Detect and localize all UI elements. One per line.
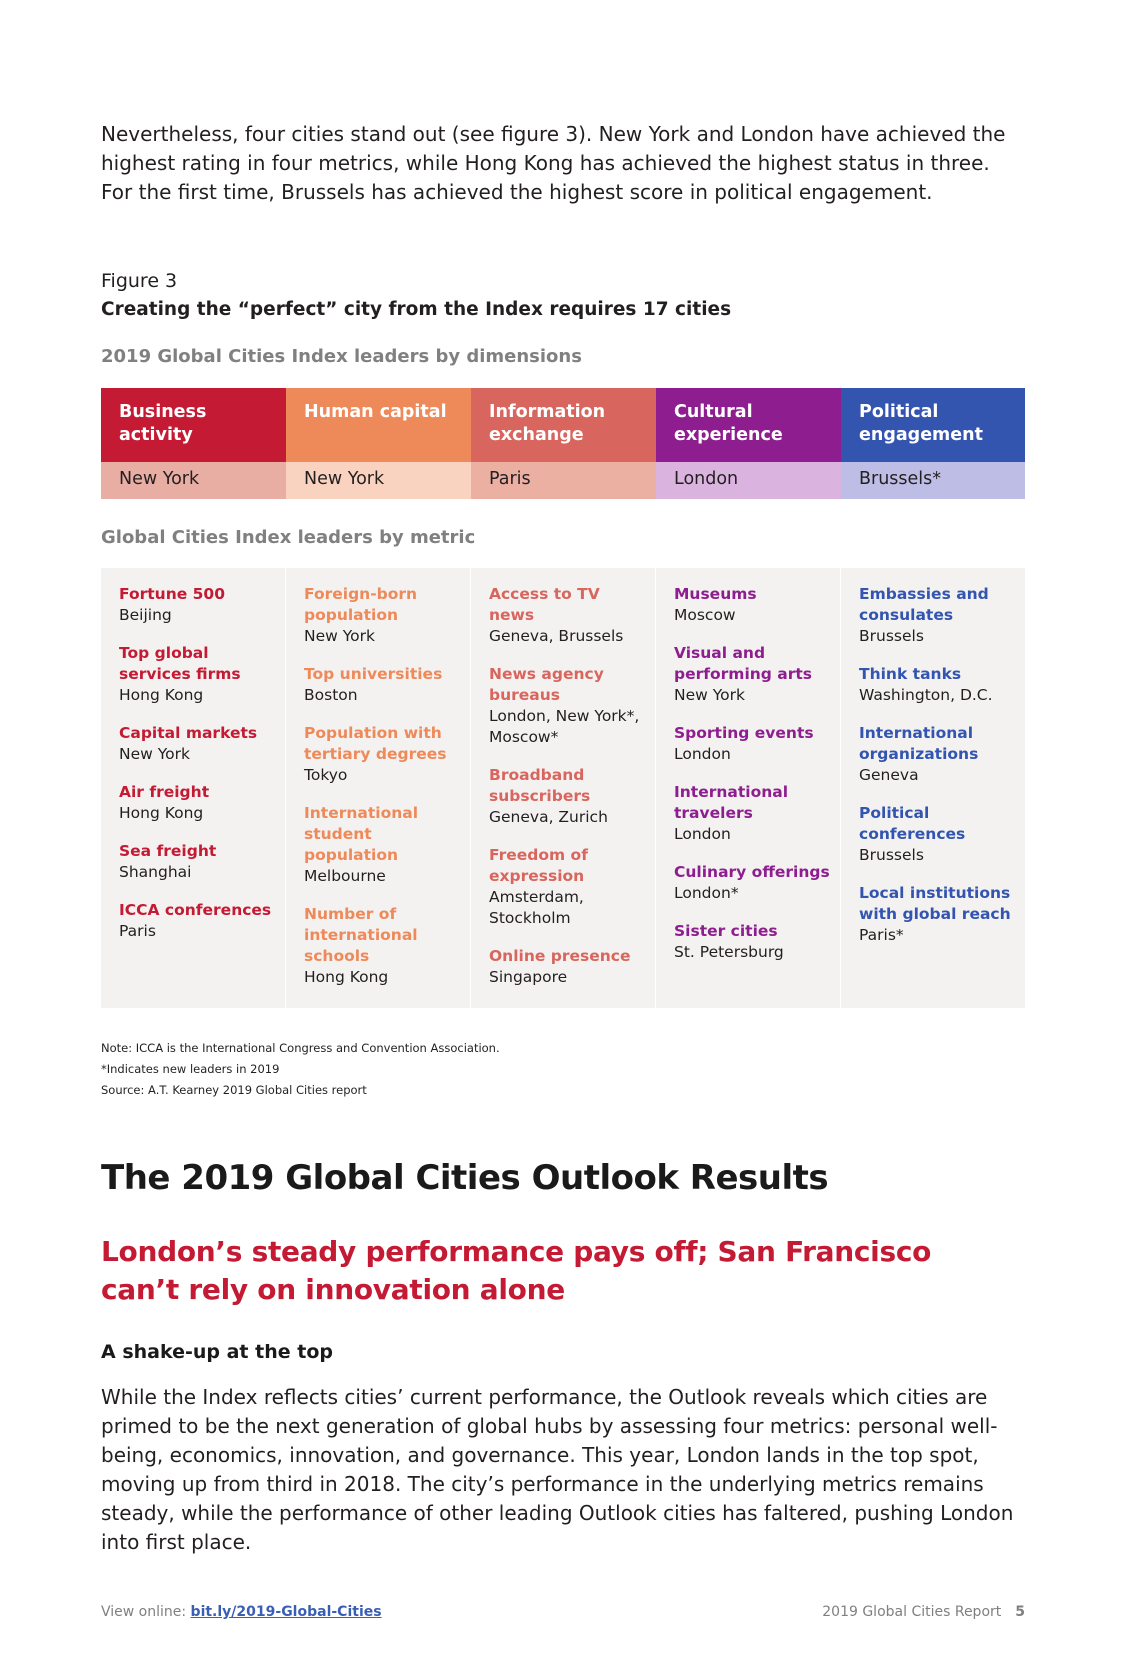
metrics-heading: Global Cities Index leaders by metric — [101, 527, 476, 548]
metric-leader-city: London — [674, 825, 731, 843]
metric-name: Online presence — [489, 947, 631, 965]
metric-leader-city: Amsterdam, Stockholm — [489, 888, 584, 927]
report-link[interactable]: bit.ly/2019-Global-Cities — [190, 1604, 382, 1620]
metric-leader-city: Melbourne — [304, 867, 386, 885]
note-line: Source: A.T. Kearney 2019 Global Cities report — [101, 1083, 367, 1097]
metric-item — [489, 946, 645, 988]
dimension-name: Business activity — [101, 388, 286, 462]
metric-name: Visual and performing arts — [674, 644, 813, 683]
metric-leader-city: Brussels — [859, 846, 924, 864]
metric-leader-city: Geneva — [859, 766, 919, 784]
metric-item — [674, 782, 830, 845]
dimension-column — [286, 388, 471, 499]
dimension-column — [841, 388, 1025, 499]
metric-name: Culinary offerings — [674, 863, 830, 881]
metric-column — [471, 568, 656, 1008]
metric-name: International travelers — [674, 783, 789, 822]
metric-item — [859, 664, 1015, 706]
metric-leader-city: Washington, D.C. — [859, 686, 993, 704]
metric-item — [674, 723, 830, 765]
metric-name: Sister cities — [674, 922, 778, 940]
metric-leader-city: Tokyo — [304, 766, 348, 784]
metric-leader-city: New York — [674, 686, 745, 704]
metric-item — [119, 643, 275, 706]
dimension-leader: New York — [286, 462, 471, 499]
metric-item — [674, 921, 830, 963]
metric-item — [859, 584, 1015, 647]
metric-item — [304, 723, 460, 786]
metric-column — [101, 568, 286, 1008]
metric-leader-city: Geneva, Zurich — [489, 808, 608, 826]
intro-paragraph: Nevertheless, four cities stand out (see figure 3). New York and London have achieved the highest rating in four metrics, while Hong Kong has achieved the highest status in three. For the first time, Brussels has achieved the highest score in political engagement. — [101, 122, 1006, 204]
metric-item — [489, 584, 645, 647]
metric-leader-city: New York — [304, 627, 375, 645]
metric-name: Air freight — [119, 783, 210, 801]
footer-report — [822, 1604, 1025, 1620]
dimension-leader: Paris — [471, 462, 656, 499]
metric-column — [841, 568, 1025, 1008]
metric-name: Foreign-born population — [304, 585, 418, 624]
metric-name: Number of international schools — [304, 905, 418, 965]
metric-name: Think tanks — [859, 665, 962, 683]
metric-item — [859, 883, 1015, 946]
metric-item — [489, 765, 645, 828]
metric-item — [119, 900, 275, 942]
metric-item — [674, 862, 830, 904]
metric-name: Local institutions with global reach — [859, 884, 1011, 923]
metric-item — [489, 664, 645, 748]
dimensions-table — [101, 388, 1025, 499]
metric-name: Sea freight — [119, 842, 217, 860]
metric-item — [304, 664, 460, 706]
metric-leader-city: Boston — [304, 686, 358, 704]
metric-name: Political conferences — [859, 804, 966, 843]
figure-title: Creating the “perfect” city from the Index requires 17 cities — [101, 299, 732, 320]
metric-leader-city: Geneva, Brussels — [489, 627, 624, 645]
metric-leader-city: Paris* — [859, 926, 904, 944]
metric-name: Freedom of expression — [489, 846, 588, 885]
metric-name: Top universities — [304, 665, 443, 683]
dimension-column — [101, 388, 286, 499]
dimension-name: Information exchange — [471, 388, 656, 462]
metric-item — [304, 904, 460, 988]
metric-name: Top global services firms — [119, 644, 241, 683]
dimension-leader: Brussels* — [841, 462, 1025, 499]
section-title: The 2019 Global Cities Outlook Results — [101, 1158, 829, 1198]
dimension-leader: New York — [101, 462, 286, 499]
metric-leader-city: Beijing — [119, 606, 172, 624]
metric-leader-city: Paris — [119, 922, 156, 940]
metric-name: Embassies and consulates — [859, 585, 989, 624]
metric-item — [859, 723, 1015, 786]
section-subtitle: London’s steady performance pays off; San Francisco can’t rely on innovation alone — [101, 1235, 932, 1306]
metric-leader-city: Hong Kong — [304, 968, 389, 986]
metric-item — [119, 782, 275, 824]
metric-name: Broadband subscribers — [489, 766, 591, 805]
metric-name: Access to TV news — [489, 585, 600, 624]
metric-item — [674, 643, 830, 706]
metric-name: News agency bureaus — [489, 665, 604, 704]
dimension-name: Human capital — [286, 388, 471, 462]
figure-notes — [101, 1038, 500, 1101]
page-number: 5 — [1015, 1604, 1025, 1620]
metric-item — [489, 845, 645, 929]
metric-leader-city: London* — [674, 884, 739, 902]
metric-column — [656, 568, 841, 1008]
dimension-leader: London — [656, 462, 841, 499]
metrics-table — [101, 568, 1025, 1008]
metric-leader-city: Moscow — [674, 606, 736, 624]
metric-leader-city: Hong Kong — [119, 686, 204, 704]
metric-name: Population with tertiary degrees — [304, 724, 447, 763]
metric-item — [119, 723, 275, 765]
figure-label: Figure 3 — [101, 270, 178, 292]
metric-leader-city: Shanghai — [119, 863, 192, 881]
metric-item — [674, 584, 830, 626]
note-line: Note: ICCA is the International Congress and Convention Association. — [101, 1041, 500, 1055]
metric-item — [119, 841, 275, 883]
metric-leader-city: London — [674, 745, 731, 763]
metric-name: Sporting events — [674, 724, 814, 742]
metric-name: International student population — [304, 804, 419, 864]
dimension-column — [471, 388, 656, 499]
view-online-label: View online: — [101, 1604, 187, 1620]
dimension-name: Political engagement — [841, 388, 1025, 462]
note-line: *Indicates new leaders in 2019 — [101, 1062, 280, 1076]
metric-item — [304, 803, 460, 887]
metric-item — [119, 584, 275, 626]
metric-leader-city: St. Petersburg — [674, 943, 784, 961]
metric-leader-city: New York — [119, 745, 190, 763]
section-body: While the Index reflects cities’ current performance, the Outlook reveals which cities are primed to be the next generation of global hubs by assessing four metrics: personal well-being, economics, innovation, and governance. This year, London lands in the top spot, moving up from third in 2018. The city’s performance in the underlying metrics remains steady, while the performance of other leading Outlook cities has faltered, pushing London into first place. — [101, 1385, 1014, 1554]
metric-item — [304, 584, 460, 647]
metric-name: Museums — [674, 585, 757, 603]
dimension-name: Cultural experience — [656, 388, 841, 462]
metric-column — [286, 568, 471, 1008]
section-subheading: A shake-up at the top — [101, 1341, 333, 1363]
metric-item — [859, 803, 1015, 866]
metric-leader-city: Hong Kong — [119, 804, 204, 822]
report-name: 2019 Global Cities Report — [822, 1604, 1002, 1620]
footer-view-online — [101, 1604, 382, 1620]
metric-name: International organizations — [859, 724, 979, 763]
metric-leader-city: Singapore — [489, 968, 568, 986]
dimension-column — [656, 388, 841, 499]
metric-name: Fortune 500 — [119, 585, 225, 603]
metric-name: Capital markets — [119, 724, 258, 742]
metric-name: ICCA conferences — [119, 901, 272, 919]
metric-leader-city: Brussels — [859, 627, 924, 645]
metric-leader-city: London, New York*, Moscow* — [489, 707, 640, 746]
dimensions-heading: 2019 Global Cities Index leaders by dimensions — [101, 346, 582, 367]
